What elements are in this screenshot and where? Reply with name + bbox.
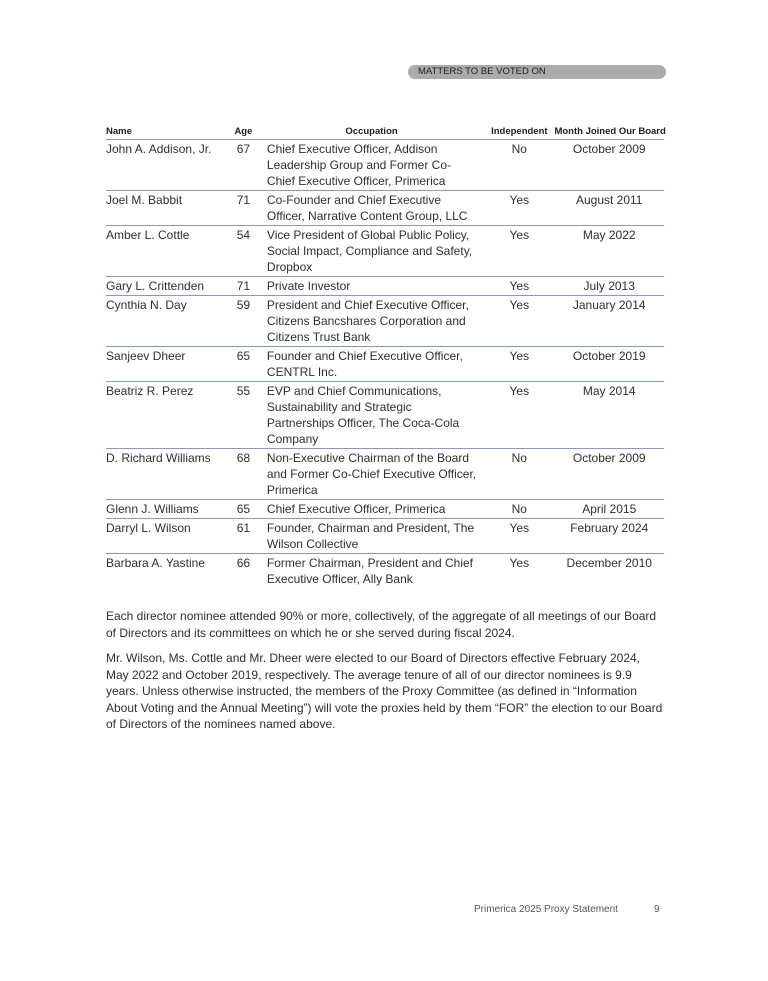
cell-independent: Yes	[484, 519, 554, 554]
cell-name: Darryl L. Wilson	[106, 519, 228, 554]
cell-independent: No	[484, 449, 554, 500]
footer-page-number: 9	[654, 904, 660, 915]
cell-age: 65	[228, 347, 259, 382]
cell-month-joined: October 2019	[554, 347, 664, 382]
table-row	[106, 277, 664, 296]
cell-age: 71	[228, 191, 259, 226]
cell-age: 54	[228, 226, 259, 277]
cell-occupation: Founder and Chief Executive Officer, CENTRL Inc.	[259, 347, 484, 382]
cell-independent: Yes	[484, 382, 554, 449]
cell-occupation: Chief Executive Officer, Primerica	[259, 500, 484, 519]
footer-document-title: Primerica 2025 Proxy Statement	[474, 904, 618, 915]
cell-month-joined: April 2015	[554, 500, 664, 519]
cell-month-joined: February 2024	[554, 519, 664, 554]
table-row	[106, 296, 664, 347]
section-banner-label: MATTERS TO BE VOTED ON	[418, 66, 546, 77]
cell-occupation: Non-Executive Chairman of the Board and Former Co-Chief Executive Officer, Primerica	[259, 449, 484, 500]
cell-independent: Yes	[484, 347, 554, 382]
column-header-month-joined: Month Joined Our Board	[554, 126, 664, 140]
cell-name: D. Richard Williams	[106, 449, 228, 500]
cell-age: 65	[228, 500, 259, 519]
table-row	[106, 191, 664, 226]
cell-name: Beatriz R. Perez	[106, 382, 228, 449]
cell-name: Amber L. Cottle	[106, 226, 228, 277]
main-content	[106, 0, 664, 733]
cell-independent: Yes	[484, 226, 554, 277]
table-row	[106, 140, 664, 191]
table-body	[106, 140, 664, 589]
cell-independent: Yes	[484, 191, 554, 226]
cell-occupation: Founder, Chairman and President, The Wilson Collective	[259, 519, 484, 554]
column-header-name: Name	[106, 126, 228, 140]
table-row	[106, 449, 664, 500]
cell-month-joined: October 2009	[554, 140, 664, 191]
cell-name: Barbara A. Yastine	[106, 556, 205, 570]
cell-independent: Yes	[484, 296, 554, 347]
cell-occupation: Vice President of Global Public Policy, Social Impact, Compliance and Safety, Dropbox	[259, 226, 484, 277]
cell-month-joined: October 2009	[554, 449, 664, 500]
cell-occupation: Former Chairman, President and Chief Executive Officer, Ally Bank	[266, 556, 474, 586]
table-row	[106, 382, 664, 449]
cell-name: Cynthia N. Day	[106, 296, 228, 347]
cell-name: Gary L. Crittenden	[106, 277, 228, 296]
cell-occupation: Co-Founder and Chief Executive Officer, Narrative Content Group, LLC	[259, 191, 484, 226]
cell-name: John A. Addison, Jr.	[106, 140, 228, 191]
cell-age: 55	[228, 382, 259, 449]
cell-name: Joel M. Babbit	[106, 191, 228, 226]
cell-age: 67	[228, 140, 259, 191]
election-paragraph: Mr. Wilson, Ms. Cottle and Mr. Dheer were elected to our Board of Directors effective February 2024, May 2022 and October 2019, respectively. The average tenure of all of our director nominees is 9.9 years. Unless otherwise instructed, the members of the Proxy Committee (as defined in “Information About Voting and the Annual Meeting”) will vote the proxies held by them “FOR” the election to our Board of Directors of the nominees named above.	[106, 651, 663, 731]
cell-occupation: EVP and Chief Communications, Sustainability and Strategic Partnerships Officer, The Coca-Cola Company	[259, 382, 484, 449]
cell-age: 66	[236, 556, 251, 570]
cell-month-joined: August 2011	[554, 191, 664, 226]
cell-month-joined: July 2013	[554, 277, 664, 296]
cell-month-joined: December 2010	[566, 556, 652, 570]
column-header-age: Age	[228, 126, 259, 140]
cell-month-joined: May 2022	[554, 226, 664, 277]
table-row	[106, 226, 664, 277]
table-row	[106, 519, 664, 554]
column-header-occupation: Occupation	[259, 126, 484, 140]
cell-independent: Yes	[484, 277, 554, 296]
cell-independent: No	[484, 500, 554, 519]
director-nominees-table	[106, 126, 664, 588]
table-header-row	[106, 126, 664, 140]
cell-independent: No	[484, 140, 554, 191]
cell-name: Sanjeev Dheer	[106, 347, 228, 382]
cell-age: 61	[228, 519, 259, 554]
cell-age: 71	[228, 277, 259, 296]
cell-name: Glenn J. Williams	[106, 500, 228, 519]
cell-independent: Yes	[509, 556, 530, 570]
cell-age: 68	[228, 449, 259, 500]
table-row	[106, 500, 664, 519]
cell-age: 59	[228, 296, 259, 347]
attendance-paragraph: Each director nominee attended 90% or more, collectively, of the aggregate of all meetings of our Board of Directors and its committees on which he or she served during fiscal 2024.	[106, 609, 657, 640]
cell-occupation: Chief Executive Officer, Addison Leadership Group and Former Co-Chief Executive Officer, Primerica	[259, 140, 484, 191]
table-row	[106, 554, 664, 589]
cell-occupation: Private Investor	[259, 277, 484, 296]
cell-month-joined: January 2014	[554, 296, 664, 347]
cell-month-joined: May 2014	[554, 382, 664, 449]
table-row	[106, 347, 664, 382]
column-header-independent: Independent	[484, 126, 554, 140]
cell-occupation: President and Chief Executive Officer, Citizens Bancshares Corporation and Citizens Trust Bank	[259, 296, 484, 347]
